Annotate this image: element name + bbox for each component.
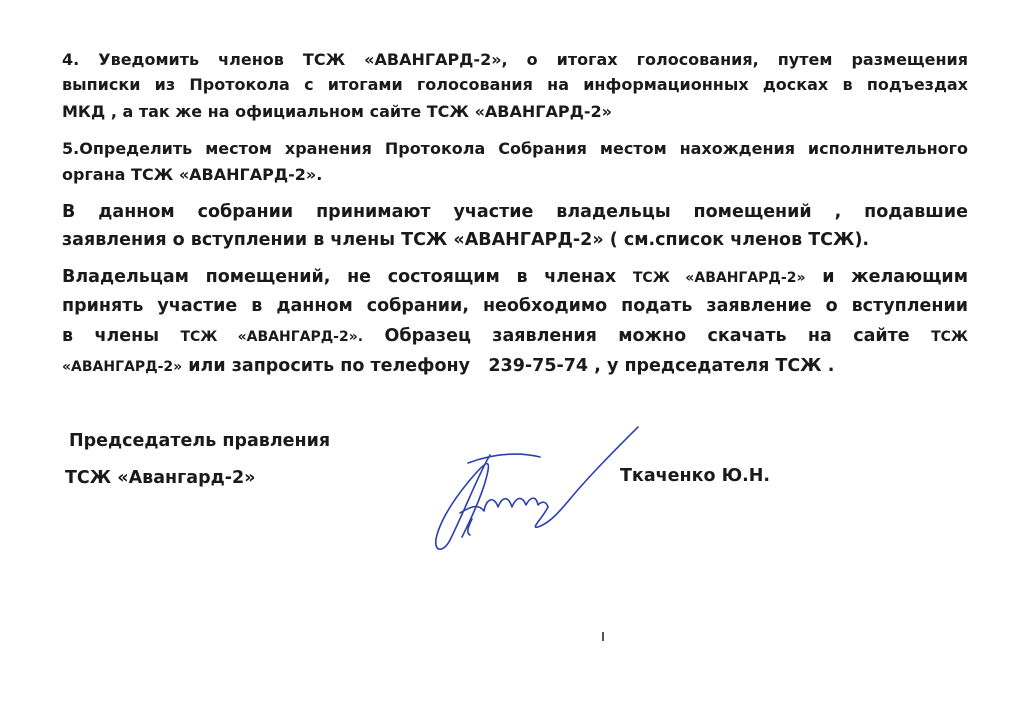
phone-number: 239-75-74 — [488, 356, 589, 376]
participation-line-1: В данном собрании принимают участие владельцы помещений , подавшие — [62, 202, 968, 222]
signatory-title: Председатель правления — [69, 431, 331, 451]
paragraph-5-line-1: 5.Определить местом хранения Протокола Собрания местом нахождения исполнительного — [62, 139, 968, 158]
owners-notice-line-3 — [62, 326, 968, 346]
scan-artifact — [602, 632, 604, 641]
owners-notice-line-4 — [62, 356, 968, 376]
signatory-name: Ткаченко Ю.Н. — [620, 466, 771, 486]
owners-notice-text: , у председателя ТСЖ . — [594, 356, 835, 376]
owners-notice-text: и желающим — [822, 267, 968, 287]
paragraph-5-line-2: органа ТСЖ «АВАНГАРД-2». — [62, 165, 323, 184]
owners-notice-line-1 — [62, 267, 968, 287]
organization-name: ТСЖ «АВАНГАРД-2». — [180, 329, 364, 345]
owners-notice-text: Владельцам помещений, не состоящим в членах — [62, 267, 617, 287]
owners-notice-text: в члены — [62, 326, 160, 346]
owners-notice-text: или запросить по телефону — [188, 356, 471, 376]
organization-name: ТСЖ — [931, 329, 969, 345]
owners-notice-text: Образец заявления можно скачать на сайте — [384, 326, 910, 346]
organization-name: ТСЖ «АВАНГАРД-2» — [632, 270, 806, 286]
paragraph-4-line-3: МКД , а так же на официальном сайте ТСЖ «АВАНГАРД-2» — [62, 102, 612, 121]
handwritten-signature — [420, 415, 650, 565]
signatory-organization: ТСЖ «Авангард-2» — [65, 468, 256, 488]
participation-line-2: заявления о вступлении в члены ТСЖ «АВАНГАРД-2» ( см.список членов ТСЖ). — [62, 230, 870, 250]
paragraph-4-line-1: 4. Уведомить членов ТСЖ «АВАНГАРД-2», о итогах голосования, путем размещения — [62, 50, 968, 69]
organization-name: «АВАНГАРД-2» — [62, 359, 183, 375]
paragraph-4-line-2: выписки из Протокола с итогами голосования на информационных досках в подъездах — [62, 75, 968, 94]
owners-notice-line-2: принять участие в данном собрании, необходимо подать заявление о вступлении — [62, 296, 968, 316]
